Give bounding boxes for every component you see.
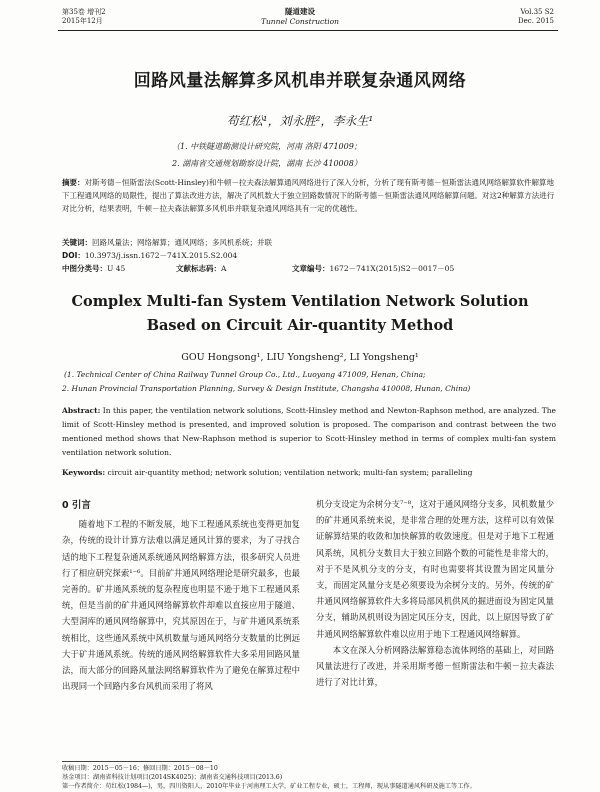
abstract-en bbox=[62, 404, 556, 460]
header-date-zh: 2015年12月 bbox=[62, 17, 103, 25]
abstract-en-text: In this paper, the ventilation network solutions, Scott-Hinsley method and Newton-Raphson method, are analyzed. The limit of Scott-Hinsley method is presented, and improved solution is proposed. The comparison and contrast between the two mentioned method shows that New-Raphson method is superior to Scott-Hinsley method in terms of complex multi-fan system ventilation network solution. bbox=[62, 406, 556, 457]
header-vol-en: Vol.35 S2 bbox=[520, 8, 554, 16]
affiliations-zh bbox=[172, 138, 362, 172]
article-no-label: 文章编号： bbox=[292, 264, 330, 273]
footnote-funding: 基金项目：湖南省科技计划项目(2014SK4025)；湖南省交通科技项目(2013.6) bbox=[62, 774, 283, 781]
footnote-author-bio: 第一作者简介：苟红松(1984—)，男，四川资阳人，2010年毕业于河南理工大学，矿业工程专业，硕士，工程师，现从事隧道通风科研及施工等工作。 bbox=[62, 783, 476, 790]
journal-name-en: Tunnel Construction bbox=[260, 17, 340, 26]
affiliation-zh-2: 2. 湖南省交通规划勘察设计院，湖南 长沙 410008） bbox=[172, 159, 362, 168]
header-journal bbox=[0, 7, 600, 27]
affiliation-zh-1: （1. 中铁隧道勘测设计研究院，河南 洛阳 471009； bbox=[172, 142, 362, 151]
abstract-zh-text: 对斯考德－恒斯雷法(Scott-Hinsley)和牛顿－拉夫森法解算通风网络进行了深入分析，分析了现有斯考德－恒斯雷法通风网络解算软件解算地下工程通风网络的局限性，提出了算法改进方法，解决了风机数大于独立回路数情况下的斯考德－恒斯雷法通风网络解算问题。对这2种解算方法进行对比分析，结果表明，牛顿－拉夫森法解算多风机串并联复杂通风网络具有一定的优越性。 bbox=[62, 178, 555, 213]
affiliations-en bbox=[60, 368, 560, 396]
doi-label: DOI： bbox=[62, 251, 85, 260]
affiliation-en-2: 2. Hunan Provincial Transportation Planning, Survey & Design Institute, Changsha 410008, Hunan, China) bbox=[62, 384, 471, 393]
affiliation-en-1: (1. Technical Center of China Railway Tunnel Group Co., Ltd., Luoyang 471009, Henan, China; bbox=[64, 370, 426, 379]
keywords-en bbox=[62, 468, 556, 477]
keywords-zh-text: 回路风量法；网络解算；通风网络；多风机系统；并联 bbox=[92, 238, 272, 247]
title-zh: 回路风量法解算多风机串并联复杂通风网络 bbox=[133, 71, 467, 91]
doi-text: 10.3973/j.issn.1672－741X.2015.S2.004 bbox=[84, 251, 238, 260]
section-heading-intro: 0 引言 bbox=[62, 500, 91, 511]
header-volume-en bbox=[518, 8, 554, 26]
authors-zh: 苟红松¹，刘永胜²，李永生¹ bbox=[226, 114, 374, 128]
abstract-zh bbox=[62, 176, 556, 215]
keywords-en-text: circuit air-quantity method; network solution; ventilation network; multi-fan system; paralleling bbox=[105, 468, 473, 477]
abstract-zh-label: 摘要： bbox=[62, 178, 85, 187]
header-divider bbox=[58, 30, 558, 31]
abstract-en-label: Abstract: bbox=[62, 406, 101, 415]
body-column-left bbox=[62, 498, 300, 694]
footnote-received: 收稿日期：2015－05－16；修回日期：2015－08－10 bbox=[62, 765, 218, 772]
intro-paragraph-right-1: 机分支设定为余树分支⁷⁻⁸，这对于通风网络分支多，风机数量少的矿井通风系统来说，是非常合理的处理方法，这样可以有效保证解算结果的收敛和加快解算的收敛速度。但是对于地下工程通风系统，风机分支数目大于独立回路个数的可能性是非常大的，对于不是风机分支的分支，有时也需要将其设置为固定风量分支，而固定风量分支是必须要设为余树分支的。另外，传统的矿井通风网络解算软件大多将局部风机供风的掘进面设为固定风量分支，辅助风机则设为固定风压分支，因此，以上原因导致了矿井通风网络解算软件难以应用于地下工程通风网络解算。 bbox=[316, 499, 554, 639]
authors-en: GOU Hongsong¹, LIU Yongsheng², LI Yongsheng¹ bbox=[181, 352, 419, 363]
body-column-right bbox=[316, 496, 554, 690]
title-en-line-1: Complex Multi-fan System Ventilation Network Solution bbox=[71, 293, 529, 310]
article-no-value: 1672－741X(2015)S2－0017－05 bbox=[329, 264, 455, 273]
doc-code-value: A bbox=[221, 264, 227, 273]
doc-code-label: 文献标志码： bbox=[176, 264, 221, 273]
clc-label: 中图分类号： bbox=[62, 264, 107, 273]
journal-name-zh: 隧道建设 bbox=[285, 7, 315, 16]
intro-paragraph-left: 随着地下工程的不断发展，地下工程通风系统也变得更加复杂，传统的设计计算方法难以满足通风计算的要求，为了寻找合适的地下工程复杂通风系统通风网络解算方法，很多研究人员进行了相应研究探索¹⁻⁶。目前矿井通风网络理论是研究最多，也最完善的。矿井通风系统的复杂程度也明显不逊于地下工程通风系统，但是当前的矿井通风网络解算软件却难以直接应用于隧道、大型洞库的通风网络解算中，究其原因在于，与矿井通风系统系统相比，这些通风系统中风机数量与通风网络分支数量的比例远大于矿井通风系统。传统的通风网络解算软件大多采用回路风量法，而大部分的回路风量法网络解算软件为了避免在解算过程中出现同一个回路内多台风机而采用了将风 bbox=[62, 519, 300, 692]
footnotes bbox=[62, 764, 556, 791]
title-en-line-2: Based on Circuit Air-quantity Method bbox=[146, 317, 454, 334]
title-en bbox=[0, 290, 600, 338]
intro-paragraph-right-2: 本文在深入分析网路法解算稳态流体网络的基础上，对回路风量法进行了改进，并采用斯考德－恒斯雷法和牛顿－拉夫森法进行了对比计算， bbox=[316, 644, 554, 688]
keywords-zh-label: 关键词： bbox=[62, 238, 92, 247]
keywords-en-label: Keywords: bbox=[62, 468, 106, 477]
metadata-zh bbox=[62, 236, 556, 262]
footnote-divider bbox=[62, 761, 212, 762]
header-date-en: Dec. 2015 bbox=[518, 17, 554, 25]
header-vol-zh: 第35卷 增刊2 bbox=[62, 8, 106, 16]
clc-value: U 45 bbox=[107, 264, 126, 273]
